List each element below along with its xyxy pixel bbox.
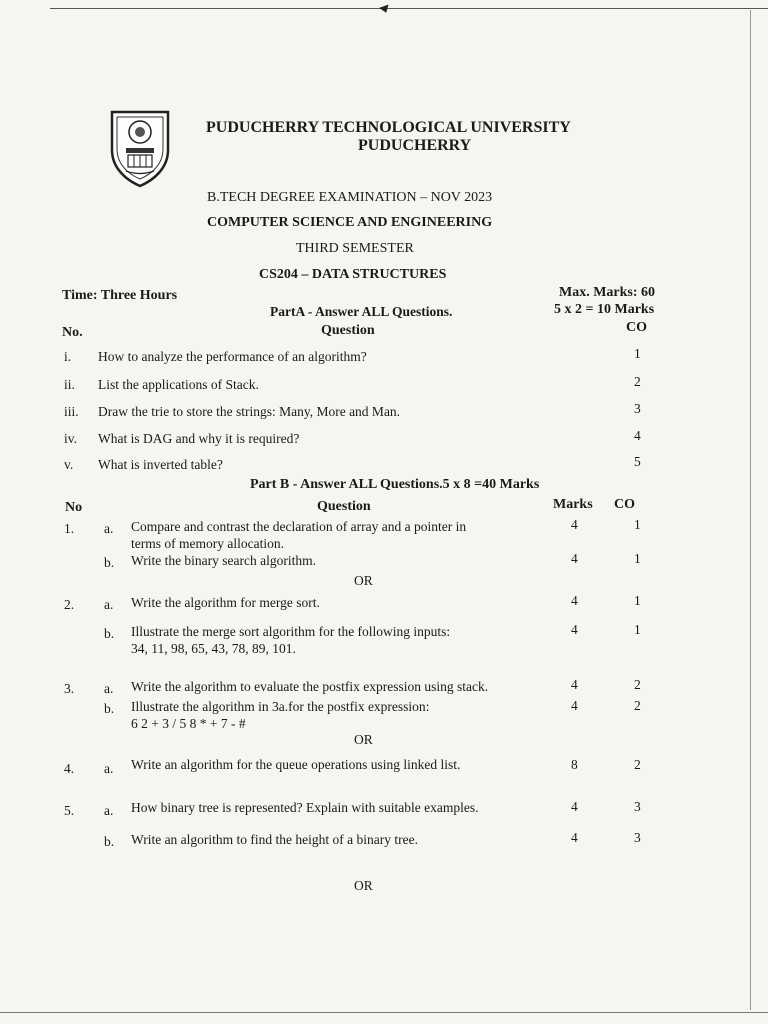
part-b-q5b-label: b. xyxy=(104,834,115,849)
part-b-q3a-text: Write the algorithm to evaluate the postfix expression using stack. xyxy=(131,679,489,694)
part-a-col-question: Question xyxy=(321,323,375,338)
part-b-q2a-text: Write the algorithm for merge sort. xyxy=(131,595,320,610)
part-b-q5a-label: a. xyxy=(104,803,114,818)
part-a-q-co: 5 xyxy=(634,454,641,469)
part-b-q4a-marks: 8 xyxy=(571,757,578,772)
exam-title: B.TECH DEGREE EXAMINATION – NOV 2023 xyxy=(207,190,493,205)
part-a-q-text: List the applications of Stack. xyxy=(98,377,259,392)
or-separator: OR xyxy=(354,573,373,588)
part-b-q1-number: 1. xyxy=(64,521,75,536)
or-separator: OR xyxy=(354,732,373,747)
part-b-q1b-text: Write the binary search algorithm. xyxy=(131,553,317,568)
part-a-q-text: What is inverted table? xyxy=(98,457,223,472)
scan-mark xyxy=(379,5,391,15)
department-name: COMPUTER SCIENCE AND ENGINEERING xyxy=(207,215,493,230)
part-b-col-no: No xyxy=(65,500,83,515)
max-marks: Max. Marks: 60 xyxy=(559,285,656,300)
right-border-line xyxy=(750,10,751,1010)
part-b-q3a-co: 2 xyxy=(634,677,641,692)
part-a-q-text: Draw the trie to store the strings: Many, More and Man. xyxy=(98,404,401,419)
course-title: CS204 – DATA STRUCTURES xyxy=(259,267,447,282)
university-name: PUDUCHERRY TECHNOLOGICAL UNIVERSITY xyxy=(206,119,571,136)
top-border-line xyxy=(50,8,768,9)
part-b-col-marks: Marks xyxy=(553,497,593,512)
part-b-q2a-marks: 4 xyxy=(571,593,578,608)
part-b-q2b-label: b. xyxy=(104,626,115,641)
part-b-q3b-co: 2 xyxy=(634,698,641,713)
part-b-q3b-expression: 6 2 + 3 / 5 8 * + 7 - # xyxy=(131,716,246,731)
part-a-q-number: ii. xyxy=(64,377,75,392)
part-b-q1a-text-cont: terms of memory allocation. xyxy=(131,536,284,551)
part-b-q5b-text: Write an algorithm to find the height of a binary tree. xyxy=(131,832,418,847)
part-a-marks: 5 x 2 = 10 Marks xyxy=(554,302,655,317)
or-separator: OR xyxy=(354,878,373,893)
part-a-col-no: No. xyxy=(62,325,83,340)
part-b-q2b-text: Illustrate the merge sort algorithm for the following inputs: xyxy=(131,624,451,639)
part-a-q-number: iv. xyxy=(64,431,77,446)
part-b-col-question: Question xyxy=(317,499,371,514)
part-b-q1a-marks: 4 xyxy=(571,517,578,532)
semester-label: THIRD SEMESTER xyxy=(296,241,414,256)
part-b-q3a-marks: 4 xyxy=(571,677,578,692)
part-b-title: Part B - Answer ALL Questions.5 x 8 =40 Marks xyxy=(250,477,540,492)
part-b-q1b-co: 1 xyxy=(634,551,641,566)
part-b-q2b-co: 1 xyxy=(634,622,641,637)
part-b-q1b-label: b. xyxy=(104,555,115,570)
part-b-q5a-marks: 4 xyxy=(571,799,578,814)
exam-duration: Time: Three Hours xyxy=(62,288,178,303)
part-a-q-co: 1 xyxy=(634,346,641,361)
part-b-q4a-label: a. xyxy=(104,761,114,776)
part-b-q5b-marks: 4 xyxy=(571,830,578,845)
part-b-q4a-text: Write an algorithm for the queue operations using linked list. xyxy=(131,757,461,772)
bottom-border-line xyxy=(0,1012,768,1013)
part-b-q4-number: 4. xyxy=(64,761,75,776)
part-a-col-co: CO xyxy=(626,320,647,335)
part-a-q-text: What is DAG and why it is required? xyxy=(98,431,300,446)
part-b-q2a-label: a. xyxy=(104,597,114,612)
part-b-q5a-co: 3 xyxy=(634,799,641,814)
part-b-q5b-co: 3 xyxy=(634,830,641,845)
part-b-q1b-marks: 4 xyxy=(571,551,578,566)
part-b-q3-number: 3. xyxy=(64,681,75,696)
part-b-q5-number: 5. xyxy=(64,803,75,818)
part-b-q3b-label: b. xyxy=(104,701,115,716)
part-b-q3b-text: Illustrate the algorithm in 3a.for the postfix expression: xyxy=(131,699,430,714)
part-b-q2-number: 2. xyxy=(64,597,75,612)
university-city: PUDUCHERRY xyxy=(358,137,472,154)
part-b-q1a-label: a. xyxy=(104,521,114,536)
part-a-q-text: How to analyze the performance of an algorithm? xyxy=(98,349,367,364)
part-b-q2a-co: 1 xyxy=(634,593,641,608)
part-a-q-co: 2 xyxy=(634,374,641,389)
part-b-q5a-text: How binary tree is represented? Explain with suitable examples. xyxy=(131,800,479,815)
part-b-q3a-label: a. xyxy=(104,681,114,696)
part-a-q-co: 4 xyxy=(634,428,641,443)
part-a-q-number: i. xyxy=(64,349,72,364)
part-b-q1a-text: Compare and contrast the declaration of array and a pointer in xyxy=(131,519,467,534)
part-b-q4a-co: 2 xyxy=(634,757,641,772)
part-a-q-co: 3 xyxy=(634,401,641,416)
part-a-q-number: iii. xyxy=(64,404,79,419)
part-b-q2b-text-cont: 34, 11, 98, 65, 43, 78, 89, 101. xyxy=(131,641,296,656)
part-b-q1a-co: 1 xyxy=(634,517,641,532)
part-a-q-number: v. xyxy=(64,457,74,472)
part-b-col-co: CO xyxy=(614,497,635,512)
university-seal-logo xyxy=(108,108,172,188)
part-b-q2b-marks: 4 xyxy=(571,622,578,637)
part-a-title: PartA - Answer ALL Questions. xyxy=(270,304,453,319)
part-b-q3b-marks: 4 xyxy=(571,698,578,713)
